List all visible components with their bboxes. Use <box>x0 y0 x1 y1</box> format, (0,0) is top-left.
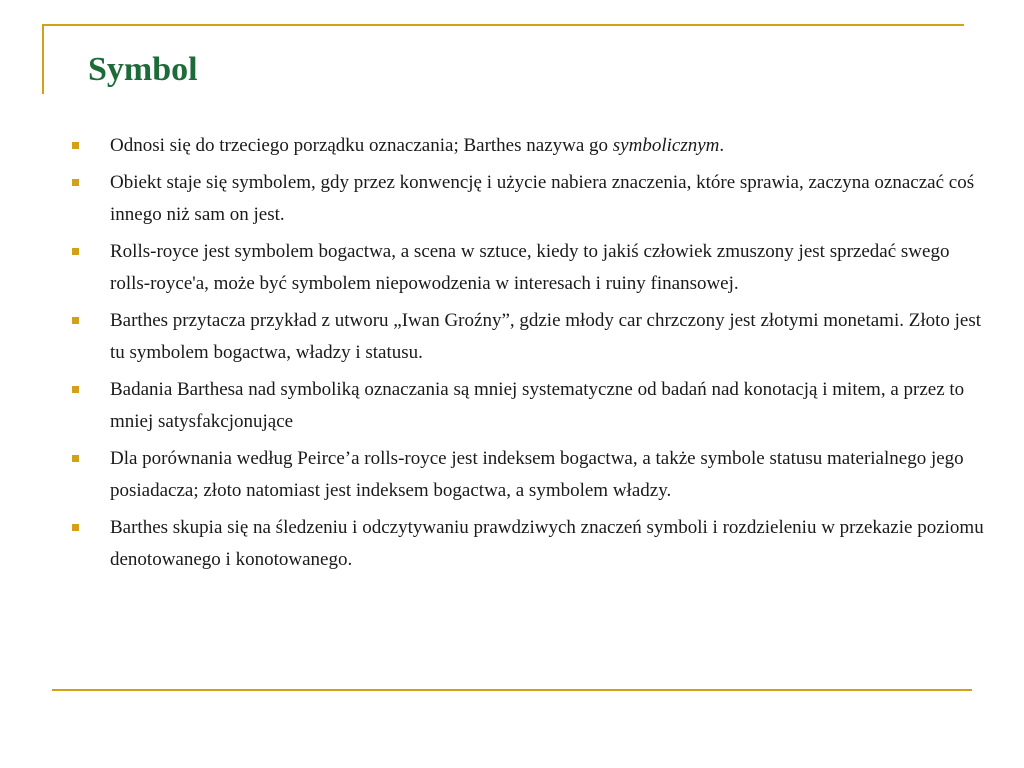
bullet-item <box>70 167 985 231</box>
bullet-item <box>70 130 985 162</box>
bullet-text: Odnosi się do trzeciego porządku oznaczania; Barthes nazywa go <box>110 135 613 156</box>
bullet-emphasis: symbolicznym <box>612 135 720 156</box>
bullet-item <box>70 305 985 369</box>
bullet-item <box>70 374 985 438</box>
bullet-square-icon <box>72 524 79 531</box>
bullet-text: Barthes przytacza przykład z utworu „Iwan Groźny”, gdzie młody car chrzczony jest złotymi monetami. Złoto jest tu symbolem bogactwa, władzy i statusu. <box>110 310 982 363</box>
bullet-text-end: . <box>719 135 725 156</box>
bullet-text: Barthes skupia się na śledzeniu i odczytywaniu prawdziwych znaczeń symboli i rozdzieleniu w przekazie poziomu denotowanego i konotowanego. <box>110 517 984 570</box>
bullet-item <box>70 236 985 300</box>
bullet-square-icon <box>72 455 79 462</box>
bullet-text: Rolls-royce jest symbolem bogactwa, a scena w sztuce, kiedy to jakiś człowiek zmuszony jest sprzedać swego rolls-royce'a, może być symbolem niepowodzenia w interesach i ruiny finansowej. <box>110 241 950 294</box>
bullet-text: Badania Barthesa nad symboliką oznaczania są mniej systematyczne od badań nad konotacją i mitem, a przez to mniej satysfakcjonujące <box>110 379 965 432</box>
bullet-square-icon <box>72 179 79 186</box>
bullet-text: Dla porównania według Peirce’a rolls-royce jest indeksem bogactwa, a także symbole statusu materialnego jego posiadacza; złoto natomiast jest indeksem bogactwa, a symbolem władzy. <box>110 448 964 501</box>
frame-bottom-rule <box>52 689 972 691</box>
bullet-item <box>70 443 985 507</box>
bullet-list <box>70 130 985 581</box>
bullet-text: Obiekt staje się symbolem, gdy przez konwencję i użycie nabiera znaczenia, które sprawia, zaczyna oznaczać coś innego niż sam on jest. <box>110 172 975 225</box>
bullet-square-icon <box>72 317 79 324</box>
bullet-square-icon <box>72 248 79 255</box>
bullet-square-icon <box>72 386 79 393</box>
frame-left-rule <box>42 24 44 94</box>
bullet-square-icon <box>72 142 79 149</box>
frame-top-rule <box>42 24 964 26</box>
bullet-item <box>70 512 985 576</box>
slide-title: Symbol <box>88 51 198 88</box>
